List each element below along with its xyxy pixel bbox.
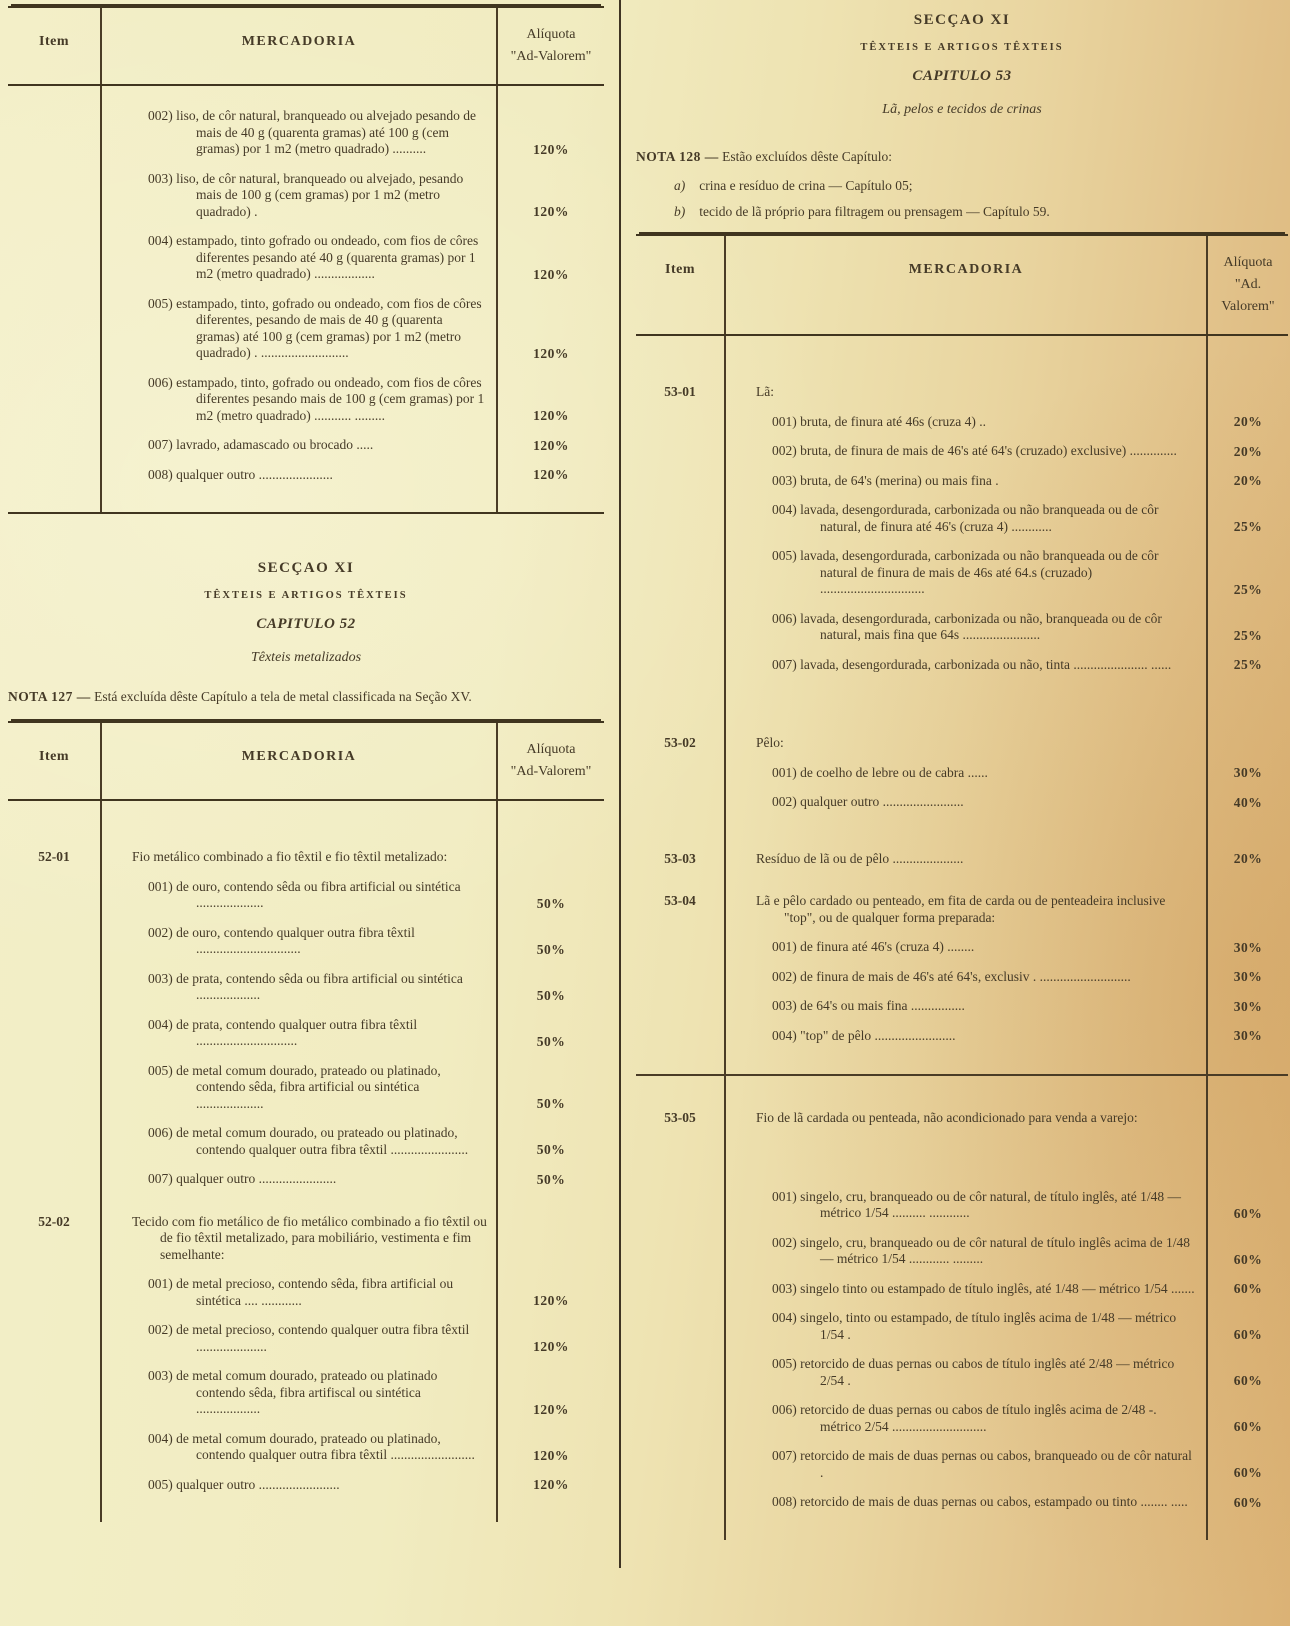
ad-valorem-rate: 30% <box>1233 998 1263 1014</box>
table-row <box>636 1448 1288 1481</box>
table-row <box>636 1189 1288 1222</box>
merchandise-description: 008) qualquer outro ...................... <box>148 466 333 482</box>
aliquota-line1: Alíquota <box>526 27 576 42</box>
item-code <box>636 611 724 644</box>
sub-item-number: 001) <box>148 1276 177 1291</box>
merchandise-description: 003) singelo tinto ou estampado de título inglês, até 1/48 — métrico 1/54 ....... <box>772 1280 1195 1296</box>
ad-valorem-rate: 50% <box>536 1096 566 1111</box>
merchandise-description: 001) singelo, cru, branqueado ou de côr natural, de título inglês, até 1/48 — métrico 1/54 .......... ............ <box>772 1188 1182 1220</box>
merchandise-description: 006) de metal comum dourado, ou prateado ou platinado, contendo qualquer outra fibra têxtil ....................... <box>148 1125 469 1157</box>
section-divider-line <box>636 1074 1288 1076</box>
merchandise-description: 005) retorcido de duas pernas ou cabos de título inglês até 2/48 — métrico 2/54 . <box>772 1356 1175 1388</box>
merchandise-description: 004) estampado, tinto gofrado ou ondeado, com fios de côres diferentes pesando até 40 g (quarenta gramas) por 1 m2 (metro quadrado) .................. <box>148 233 479 281</box>
ad-valorem-rate: 120% <box>533 1339 569 1354</box>
item-code <box>636 998 724 1015</box>
nota-exclusion-item <box>674 203 1288 220</box>
sub-item-number: 002) <box>772 1234 801 1250</box>
tariff-table-continuation <box>8 6 604 514</box>
ad-valorem-rate: 50% <box>536 1142 566 1157</box>
nota-text: Está excluída dêste Capítulo a tela de metal classificada na Seção XV. <box>90 689 472 704</box>
table-header <box>636 234 1288 336</box>
ad-valorem-rate: 25% <box>1233 657 1263 672</box>
merchandise-description: Pêlo: <box>756 735 784 750</box>
merchandise-description: Fio de lã cardada ou penteada, não acondicionado para venda a varejo: <box>756 1110 1138 1125</box>
merchandise-description: Resíduo de lã ou de pêlo ..................... <box>756 850 964 866</box>
table-row <box>636 1028 1288 1045</box>
section-heading-block <box>8 560 604 666</box>
aliquota-line1: Alíquota <box>1223 255 1273 270</box>
item-code: 52-02 <box>38 1213 70 1229</box>
merchandise-description: 001) de coelho de lebre ou de cabra ...... <box>772 764 988 780</box>
aliquota-line2: "Ad-Valorem" <box>510 49 592 64</box>
item-code <box>636 1448 724 1481</box>
item-code <box>8 1477 100 1494</box>
table-row <box>636 893 1288 926</box>
table-row <box>636 1110 1288 1127</box>
merchandise-description: 005) lavada, desengordurada, carbonizada ou não branqueada ou de côr natural de finura de mais de 46s até 64.s (cruzado) ............................... <box>772 548 1159 596</box>
sub-item-number: 005) <box>148 295 177 311</box>
aliquota-line2: "Ad. Valorem" <box>1221 277 1275 314</box>
sub-item-number: 006) <box>148 374 177 390</box>
table-row <box>8 233 604 283</box>
ad-valorem-rate: 30% <box>1233 765 1263 780</box>
chapter-number: CAPITULO 53 <box>912 68 1012 84</box>
table-row <box>636 443 1288 460</box>
table-row <box>636 473 1288 490</box>
column-header-item: Item <box>39 34 69 49</box>
table-row <box>636 611 1288 644</box>
sub-item-number: 002) <box>148 924 177 940</box>
ad-valorem-rate: 120% <box>533 266 569 282</box>
sub-item-number: 007) <box>772 656 801 672</box>
sub-item-number: 002) <box>772 794 801 809</box>
sub-item-number: 004) <box>148 1430 177 1446</box>
sub-item-number: 005) <box>772 548 801 563</box>
ad-valorem-rate: 20% <box>1233 414 1263 429</box>
merchandise-description: 007) lavada, desengordurada, carbonizada ou não, tinta ...................... ...... <box>772 656 1172 672</box>
ad-valorem-rate: 120% <box>533 467 569 482</box>
table-row <box>636 765 1288 782</box>
ad-valorem-rate: 50% <box>536 1171 566 1187</box>
table-row <box>636 1235 1288 1268</box>
merchandise-description: 002) liso, de côr natural, branqueado ou alvejado pesando de mais de 40 g (quarenta gramas) até 100 g (cem gramas) por 1 m2 (metro quadrado) .......... <box>148 108 477 156</box>
nota-exclusion-item <box>674 177 1288 194</box>
table-row <box>636 998 1288 1015</box>
merchandise-description: 001) de finura até 46's (cruza 4) ........ <box>772 939 975 954</box>
ad-valorem-rate: 120% <box>533 408 569 423</box>
sub-item-number: 004) <box>772 1310 801 1325</box>
column-header-mercadoria: MERCADORIA <box>100 723 498 799</box>
column-header-aliquota <box>498 8 604 84</box>
merchandise-description: Lã e pêlo cardado ou penteado, em fita de carda ou de penteadeira inclusive "top", ou de qualquer forma preparada: <box>756 893 1166 925</box>
table-row <box>8 437 604 454</box>
item-code <box>8 1017 100 1050</box>
table-row <box>636 384 1288 401</box>
right-column <box>614 0 1290 1626</box>
table-row <box>636 1402 1288 1435</box>
sub-item-number: 002) <box>148 108 177 123</box>
list-text: tecido de lã próprio para filtragem ou prensagem — Capítulo 59. <box>699 204 1050 219</box>
ad-valorem-rate: 60% <box>1233 1373 1263 1388</box>
ad-valorem-rate: 60% <box>1233 1419 1263 1434</box>
sub-item-number: 001) <box>772 939 801 954</box>
merchandise-description: 003) liso, de côr natural, branqueado ou alvejado, pesando mais de 100 g (cem gramas) por 1 m2 (metro quadrado) . <box>148 170 464 219</box>
merchandise-description: 004) de prata, contendo qualquer outra fibra têxtil .............................. <box>148 1016 418 1048</box>
sub-item-number: 003) <box>772 998 801 1013</box>
table-row <box>636 1356 1288 1389</box>
ad-valorem-rate: 25% <box>1233 581 1263 597</box>
item-code <box>8 971 100 1004</box>
item-code <box>636 1028 724 1045</box>
ad-valorem-rate: 120% <box>533 1401 569 1417</box>
item-code <box>636 414 724 431</box>
table-row <box>636 1494 1288 1511</box>
merchandise-description: Tecido com fio metálico de fio metálico combinado a fio têxtil ou de fio têxtil metalizado, para mobiliário, vestimenta e fim semelhante: <box>132 1213 487 1262</box>
item-code <box>8 879 100 912</box>
sub-item-number: 007) <box>772 1448 801 1463</box>
ad-valorem-rate: 60% <box>1233 1494 1263 1510</box>
table-row <box>8 296 604 362</box>
item-code <box>8 1063 100 1113</box>
ad-valorem-rate: 50% <box>536 1033 566 1049</box>
chapter-title: Lã, pelos e tecidos de crinas <box>882 102 1042 117</box>
column-header-aliquota <box>498 723 604 799</box>
sub-item-number: 006) <box>772 610 801 626</box>
item-code <box>8 925 100 958</box>
item-code <box>8 1431 100 1464</box>
merchandise-description: 002) qualquer outro ........................ <box>772 794 964 809</box>
item-code <box>636 1189 724 1222</box>
item-code <box>636 502 724 535</box>
ad-valorem-rate: 40% <box>1233 794 1263 810</box>
merchandise-description: 006) retorcido de duas pernas ou cabos de título inglês acima de 2/48 -. métrico 2/54 ............................ <box>772 1402 1157 1434</box>
ad-valorem-rate: 25% <box>1233 627 1263 643</box>
aliquota-line1: Alíquota <box>526 742 576 757</box>
ad-valorem-rate: 120% <box>533 345 569 361</box>
item-code <box>8 1276 100 1309</box>
table-row <box>636 969 1288 986</box>
nota-label: NOTA 127 — <box>8 689 91 704</box>
merchandise-description: 007) retorcido de mais de duas pernas ou cabos, branqueado ou de côr natural . <box>772 1448 1192 1480</box>
section-title: SECÇAO XI <box>913 12 1011 28</box>
nota-label: NOTA 128 — <box>636 149 719 164</box>
merchandise-description: 001) de ouro, contendo sêda ou fibra artificial ou sintética .................... <box>148 878 461 910</box>
item-code: 52-01 <box>38 849 70 864</box>
ad-valorem-rate: 60% <box>1233 1281 1263 1296</box>
table-row <box>636 1310 1288 1343</box>
ad-valorem-rate: 20% <box>1233 443 1263 459</box>
table-row <box>8 925 604 958</box>
merchandise-description: 002) singelo, cru, branqueado ou de côr natural de título inglês acima de 1/48 — métrico 1/54 ............ ......... <box>772 1234 1191 1266</box>
table-row <box>8 108 604 158</box>
chapter-title: Têxteis metalizados <box>250 650 362 665</box>
column-divider-line <box>619 0 621 1568</box>
section-subtitle: TÊXTEIS E ARTIGOS TÊXTEIS <box>204 590 408 601</box>
sub-item-number: 004) <box>772 1027 801 1043</box>
item-code <box>8 108 100 158</box>
merchandise-description: Lã: <box>756 384 774 399</box>
table-row <box>8 879 604 912</box>
section-heading-block <box>636 12 1288 118</box>
merchandise-description: 005) de metal comum dourado, prateado ou platinado, contendo sêda, fibra artificial ou sintética .................... <box>148 1062 441 1111</box>
table-row <box>8 171 604 221</box>
item-code <box>8 296 100 362</box>
merchandise-description: Fio metálico combinado a fio têxtil e fio têxtil metalizado: <box>132 849 448 864</box>
merchandise-description: 003) de 64's ou mais fina ................ <box>772 998 965 1013</box>
ad-valorem-rate: 50% <box>536 941 566 957</box>
merchandise-description: 002) de ouro, contendo qualquer outra fibra têxtil ............................... <box>148 924 415 956</box>
item-code: 53-05 <box>664 1110 696 1125</box>
table-header <box>8 721 604 801</box>
merchandise-description: 004) singelo, tinto ou estampado, de título inglês acima de 1/48 — métrico 1/54 . <box>772 1310 1177 1342</box>
sub-item-number: 003) <box>148 170 177 186</box>
item-code <box>8 1368 100 1418</box>
sub-item-number: 001) <box>772 1188 801 1204</box>
sub-item-number: 006) <box>772 1402 801 1417</box>
merchandise-description: 006) lavada, desengordurada, carbonizada ou não, branqueada ou de côr natural, mais fina que 64s ....................... <box>772 610 1162 642</box>
sub-item-number: 003) <box>148 970 177 986</box>
table-row <box>8 375 604 425</box>
table-row <box>636 1281 1288 1298</box>
table-row <box>636 657 1288 674</box>
table-row <box>636 939 1288 956</box>
item-code <box>636 1494 724 1511</box>
ad-valorem-rate: 20% <box>1233 473 1263 488</box>
table-body <box>8 801 604 1522</box>
item-code <box>8 171 100 221</box>
nota-128 <box>636 148 1288 165</box>
table-row <box>8 1322 604 1355</box>
ad-valorem-rate: 120% <box>533 204 569 219</box>
table-row <box>8 971 604 1004</box>
ad-valorem-rate: 120% <box>533 1477 569 1492</box>
sub-item-number: 004) <box>148 1016 177 1032</box>
item-code <box>636 939 724 956</box>
table-row <box>636 548 1288 598</box>
ad-valorem-rate: 20% <box>1233 851 1263 866</box>
merchandise-description: 006) estampado, tinto, gofrado ou ondeado, com fios de côres diferentes pesando mais de 100 g (cem gramas) por 1 m2 (metro quadrado) ........... ......... <box>148 374 485 423</box>
section-subtitle: TÊXTEIS E ARTIGOS TÊXTEIS <box>860 42 1064 53</box>
ad-valorem-rate: 120% <box>533 1293 569 1308</box>
merchandise-description: 001) de metal precioso, contendo sêda, fibra artificial ou sintética .... ............ <box>148 1276 454 1308</box>
nota-text: Estão excluídos dêste Capítulo: <box>718 149 892 164</box>
ad-valorem-rate: 30% <box>1233 939 1263 955</box>
column-header-mercadoria: MERCADORIA <box>100 8 498 84</box>
sub-item-number: 002) <box>772 968 801 984</box>
merchandise-description: 003) de metal comum dourado, prateado ou platinado contendo sêda, fibra artifiscal ou sintética ................... <box>148 1368 438 1416</box>
column-header-item: Item <box>665 262 695 277</box>
table-row <box>8 1125 604 1158</box>
item-code: 53-02 <box>664 735 696 750</box>
sub-item-number: 003) <box>148 1368 177 1383</box>
table-header <box>8 6 604 86</box>
sub-item-number: 001) <box>772 413 801 429</box>
ad-valorem-rate: 50% <box>536 987 566 1003</box>
table-row <box>636 735 1288 752</box>
sub-item-number: 005) <box>772 1356 801 1371</box>
sub-item-number: 006) <box>148 1125 177 1140</box>
aliquota-line2: "Ad-Valorem" <box>510 764 592 779</box>
sub-item-number: 002) <box>772 443 801 458</box>
merchandise-description: 002) de metal precioso, contendo qualquer outra fibra têxtil ..................... <box>148 1322 470 1354</box>
table-row <box>8 467 604 484</box>
table-row <box>636 851 1288 868</box>
merchandise-description: 004) "top" de pêlo ........................ <box>772 1027 956 1043</box>
item-code <box>8 467 100 484</box>
ad-valorem-rate: 50% <box>536 895 566 911</box>
item-code <box>636 1356 724 1389</box>
ad-valorem-rate: 120% <box>533 141 569 157</box>
column-header-aliquota <box>1208 236 1288 334</box>
item-code <box>8 375 100 425</box>
tariff-table-chapter52 <box>8 721 604 1522</box>
merchandise-description: 002) bruta, de finura de mais de 46's até 64's (cruzado) exclusive) .............. <box>772 443 1177 458</box>
ad-valorem-rate: 120% <box>533 437 569 453</box>
merchandise-description: 003) bruta, de 64's (merina) ou mais fina . <box>772 472 999 488</box>
table-row <box>8 1017 604 1050</box>
sub-item-number: 004) <box>772 502 801 517</box>
item-code: 53-04 <box>664 893 696 908</box>
item-code <box>636 765 724 782</box>
item-code <box>636 1310 724 1343</box>
sub-item-number: 007) <box>148 1171 177 1186</box>
tariff-table-chapter53 <box>636 234 1288 1540</box>
section-title: SECÇAO XI <box>257 560 355 576</box>
table-row <box>8 849 604 866</box>
sub-item-number: 005) <box>148 1062 177 1078</box>
left-column <box>0 0 614 1626</box>
ad-valorem-rate: 25% <box>1233 519 1263 534</box>
item-code <box>8 437 100 454</box>
sub-item-number: 003) <box>772 472 801 488</box>
list-text: crina e resíduo de crina — Capítulo 05; <box>699 178 913 193</box>
merchandise-description: 007) lavrado, adamascado ou brocado ..... <box>148 437 374 452</box>
item-code <box>8 1322 100 1355</box>
merchandise-description: 005) qualquer outro ........................ <box>148 1476 340 1492</box>
table-body <box>8 86 604 512</box>
merchandise-description: 007) qualquer outro ....................... <box>148 1171 337 1186</box>
ad-valorem-rate: 30% <box>1233 1028 1263 1043</box>
sub-item-number: 003) <box>772 1280 801 1296</box>
table-body <box>636 336 1288 1540</box>
sub-item-number: 001) <box>772 764 801 780</box>
item-code <box>636 794 724 811</box>
merchandise-description: 003) de prata, contendo sêda ou fibra artificial ou sintética ................... <box>148 970 463 1002</box>
list-letter: a) <box>674 178 686 193</box>
item-code <box>8 1171 100 1188</box>
table-row <box>636 502 1288 535</box>
sub-item-number: 005) <box>148 1476 177 1492</box>
ad-valorem-rate: 60% <box>1233 1465 1263 1480</box>
item-code <box>636 443 724 460</box>
item-code <box>8 1125 100 1158</box>
item-code <box>636 657 724 674</box>
item-code: 53-03 <box>664 850 696 866</box>
merchandise-description: 008) retorcido de mais de duas pernas ou cabos, estampado ou tinto ........ ..... <box>772 1494 1188 1509</box>
sub-item-number: 007) <box>148 437 177 452</box>
item-code <box>636 1402 724 1435</box>
item-code <box>636 1235 724 1268</box>
table-row <box>8 1276 604 1309</box>
ad-valorem-rate: 60% <box>1233 1327 1263 1342</box>
sub-item-number: 008) <box>148 466 177 482</box>
table-row <box>8 1431 604 1464</box>
list-letter: b) <box>674 204 686 219</box>
merchandise-description: 004) de metal comum dourado, prateado ou platinado, contendo qualquer outra fibra têxtil ......................... <box>148 1430 475 1462</box>
item-code <box>636 473 724 490</box>
table-row <box>636 414 1288 431</box>
chapter-number: CAPITULO 52 <box>256 616 356 632</box>
item-code <box>636 548 724 598</box>
column-header-item: Item <box>39 749 69 764</box>
sub-item-number: 004) <box>148 233 177 248</box>
item-code <box>636 969 724 986</box>
nota-exclusion-list <box>636 177 1288 220</box>
merchandise-description: 001) bruta, de finura até 46s (cruza 4) .. <box>772 413 987 429</box>
table-row <box>8 1368 604 1418</box>
table-row <box>8 1063 604 1113</box>
nota-127 <box>8 688 604 705</box>
table-row <box>8 1171 604 1188</box>
sub-item-number: 002) <box>148 1322 177 1337</box>
sub-item-number: 008) <box>772 1494 801 1509</box>
merchandise-description: 004) lavada, desengordurada, carbonizada ou não branqueada ou de côr natural, de finura até 46's (cruza 4) ............ <box>772 502 1159 534</box>
ad-valorem-rate: 30% <box>1233 969 1263 984</box>
sub-item-number: 001) <box>148 878 177 894</box>
item-code <box>8 233 100 283</box>
merchandise-description: 005) estampado, tinto, gofrado ou ondeado, com fios de côres diferentes, pesando de mais de 40 g (quarenta gramas) até 100 g (cem gramas) por 1 m2 (metro quadrado) . .......................... <box>148 295 482 360</box>
ad-valorem-rate: 120% <box>533 1447 569 1463</box>
table-row <box>8 1477 604 1494</box>
ad-valorem-rate: 60% <box>1233 1205 1263 1221</box>
ad-valorem-rate: 60% <box>1233 1251 1263 1267</box>
table-row <box>8 1214 604 1264</box>
merchandise-description: 002) de finura de mais de 46's até 64's, exclusiv . ........................... <box>772 968 1131 984</box>
table-row <box>636 794 1288 811</box>
item-code: 53-01 <box>664 384 696 399</box>
column-header-mercadoria: MERCADORIA <box>724 236 1208 334</box>
item-code <box>636 1281 724 1298</box>
